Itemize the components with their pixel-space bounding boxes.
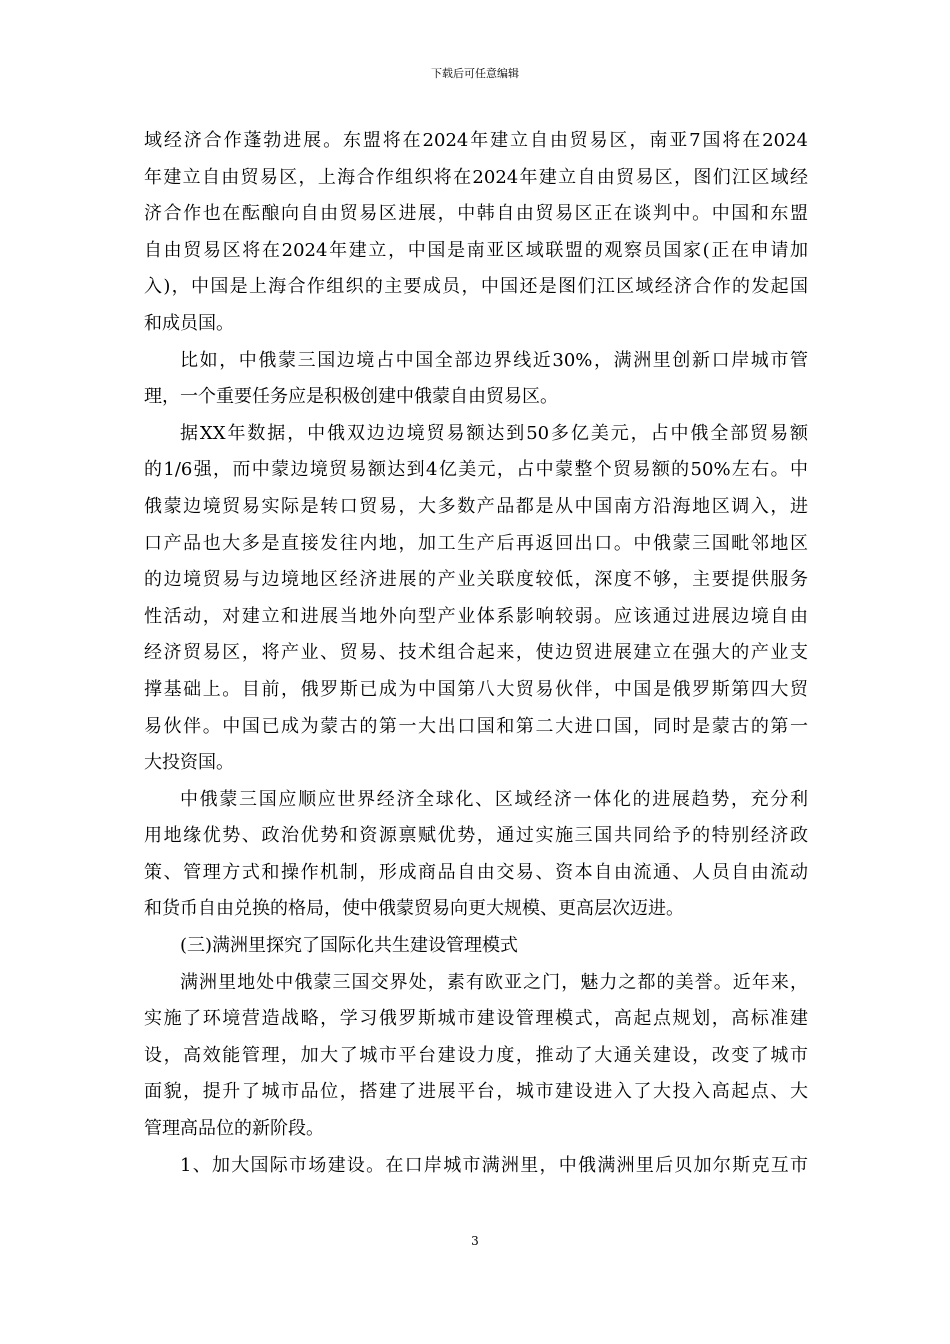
- text-line: 实施了环境营造战略，学习俄罗斯城市建设管理模式，高起点规划，高标准建: [144, 1008, 808, 1030]
- text-line: 自由贸易区将在2024年建立，中国是南亚区域联盟的观察员国家(正在申请加: [144, 239, 808, 261]
- text-line: 和成员国。: [144, 312, 234, 334]
- text-line: 大投资国。: [144, 752, 234, 774]
- text-line: 用地缘优势、政治优势和资源禀赋优势，通过实施三国共同给予的特别经济政: [144, 825, 808, 847]
- text-line: 域经济合作蓬勃进展。东盟将在2024年建立自由贸易区，南亚7国将在2024: [144, 130, 808, 151]
- text-line: 年建立自由贸易区，上海合作组织将在2024年建立自由贸易区，图们江区域经: [144, 166, 808, 188]
- text-line: 和货币自由兑换的格局，使中俄蒙贸易向更大规模、更高层次迈进。: [144, 898, 684, 920]
- document-body: [144, 123, 808, 1184]
- text-line: 满洲里地处中俄蒙三国交界处，素有欧亚之门，魅力之都的美誉。近年来，: [180, 971, 808, 993]
- text-line: 的1/6强，而中蒙边境贸易额达到4亿美元，占中蒙整个贸易额的50%左右。中: [144, 459, 808, 481]
- text-line: 管理高品位的新阶段。: [144, 1118, 324, 1140]
- text-line: 入)，中国是上海合作组织的主要成员，中国还是图们江区域经济合作的发起国: [144, 276, 808, 298]
- text-line: 易伙伴。中国已成为蒙古的第一大出口国和第二大进口国，同时是蒙古的第一: [144, 715, 808, 737]
- text-line: 策、管理方式和操作机制，形成商品自由交易、资本自由流通、人员自由流动: [144, 861, 808, 883]
- text-line: (三)满洲里探究了国际化共生建设管理模式: [180, 935, 519, 957]
- text-line: 经济贸易区，将产业、贸易、技术组合起来，使边贸进展建立在强大的产业支: [144, 642, 808, 664]
- text-line: 面貌，提升了城市品位，搭建了进展平台，城市建设进入了大投入高起点、大: [144, 1081, 808, 1103]
- text-line: 据XX年数据，中俄双边边境贸易额达到50多亿美元，占中俄全部贸易额: [180, 422, 808, 444]
- text-line: 口产品也大多是直接发往内地，加工生产后再返回出口。中俄蒙三国毗邻地区: [144, 532, 808, 554]
- text-line: 济合作也在酝酿向自由贸易区进展，中韩自由贸易区正在谈判中。中国和东盟: [144, 203, 808, 225]
- page-number: 3: [471, 1234, 479, 1248]
- text-line: 性活动，对建立和进展当地外向型产业体系影响较弱。应该通过进展边境自由: [144, 605, 808, 627]
- text-line: 理，一个重要任务应是积极创建中俄蒙自由贸易区。: [144, 386, 558, 408]
- text-line: 设，高效能管理，加大了城市平台建设力度，推动了大通关建设，改变了城市: [144, 1044, 808, 1066]
- page-header: 下载后可任意编辑: [431, 67, 519, 80]
- text-line: 俄蒙边境贸易实际是转口贸易，大多数产品都是从中国南方沿海地区调入，进: [144, 495, 808, 517]
- text-line: 的边境贸易与边境地区经济进展的产业关联度较低，深度不够，主要提供服务: [144, 569, 808, 591]
- text-line: 中俄蒙三国应顺应世界经济全球化、区域经济一体化的进展趋势，充分利: [180, 788, 808, 810]
- text-line: 撑基础上。目前，俄罗斯已成为中国第八大贸易伙伴，中国是俄罗斯第四大贸: [144, 678, 808, 700]
- text-line: 1、加大国际市场建设。在口岸城市满洲里，中俄满洲里后贝加尔斯克互市: [180, 1154, 808, 1176]
- text-line: 比如，中俄蒙三国边境占中国全部边界线近30%，满洲里创新口岸城市管: [180, 349, 808, 371]
